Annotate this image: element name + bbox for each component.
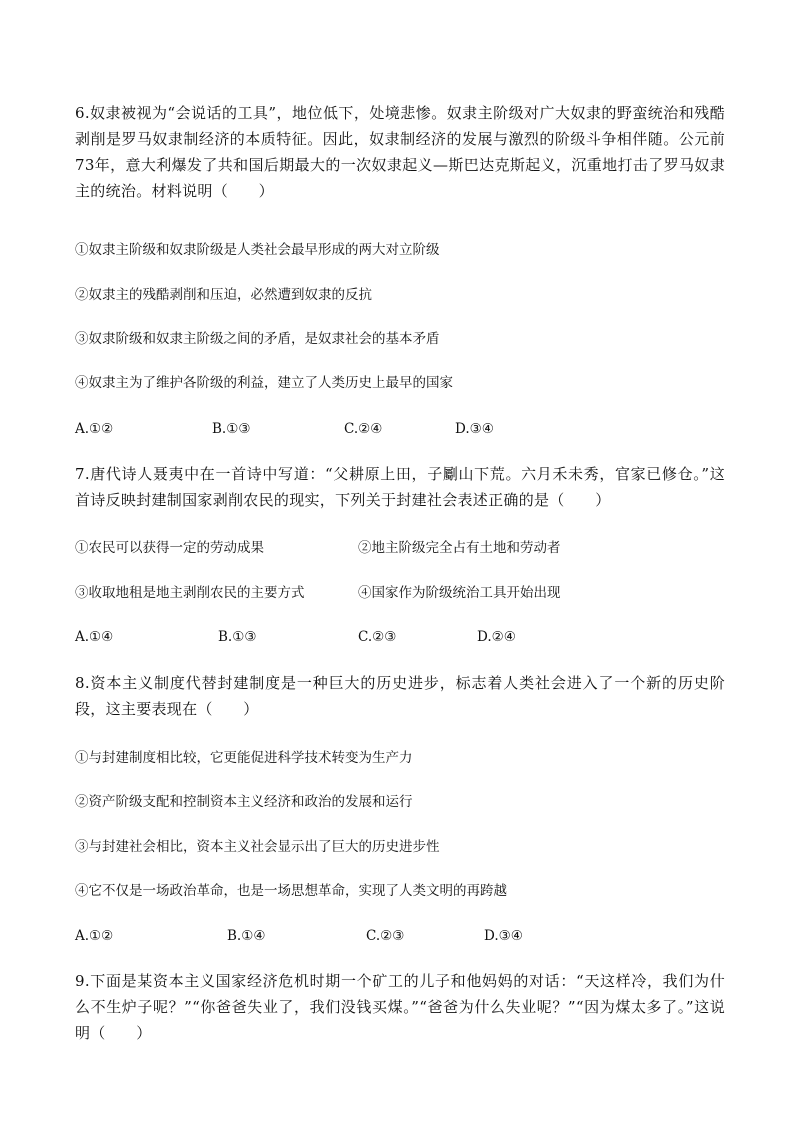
question-9-stem: 9.下面是某资本主义国家经济危机时期一个矿工的儿子和他妈妈的对话：“天这样冷，我们为什么不生炉子呢？”“你爸爸失业了，我们没钱买煤。”“爸爸为什么失业呢？”“因为煤太多了。”这说明（ ） (75, 972, 725, 1042)
question-7-option-c[interactable]: C.②③ (358, 629, 397, 645)
question-8-option-c[interactable]: C.②③ (366, 928, 405, 944)
question-6-stem: 6.奴隶被视为“会说话的工具”，地位低下，处境悲惨。奴隶主阶级对广大奴隶的野蛮统治和残酷剥削是罗马奴隶制经济的本质特征。因此，奴隶制经济的发展与激烈的阶级斗争相伴随。公元前73年，意大利爆发了共和国后期最大的一次奴隶起义—斯巴达克斯起义，沉重地打击了罗马奴隶主的统治。材料说明（ ） (75, 104, 725, 200)
question-8-statement-3: ③与封建社会相比，资本主义社会显示出了巨大的历史进步性 (75, 839, 440, 855)
question-7-statement-4: ④国家作为阶级统治工具开始出现 (358, 585, 561, 601)
question-8-option-a[interactable]: A.①② (75, 928, 114, 944)
question-7-statement-3: ③收取地租是地主剥削农民的主要方式 (75, 585, 305, 601)
question-7-stem: 7.唐代诗人聂夷中在一首诗中写道：“父耕原上田，子劚山下荒。六月禾未秀，官家已修仓。”这首诗反映封建制国家剥削农民的现实，下列关于封建社会表述正确的是（ ） (75, 465, 725, 509)
question-8-option-b[interactable]: B.①④ (227, 928, 266, 944)
question-6-option-d[interactable]: D.③④ (455, 421, 494, 437)
question-7-option-a[interactable]: A.①④ (75, 629, 114, 645)
question-8-statement-4: ④它不仅是一场政治革命，也是一场思想革命，实现了人类文明的再跨越 (75, 883, 507, 899)
question-8-statement-1: ①与封建制度相比较，它更能促进科学技术转变为生产力 (75, 750, 413, 766)
question-6-option-c[interactable]: C.②④ (344, 421, 383, 437)
question-6-option-b[interactable]: B.①③ (212, 421, 251, 437)
question-6-statement-2: ②奴隶主的残酷剥削和压迫，必然遭到奴隶的反抗 (75, 287, 372, 303)
question-6-statement-1: ①奴隶主阶级和奴隶阶级是人类社会最早形成的两大对立阶级 (75, 242, 440, 258)
question-6-statement-3: ③奴隶阶级和奴隶主阶级之间的矛盾，是奴隶社会的基本矛盾 (75, 331, 440, 347)
question-7-option-d[interactable]: D.②④ (477, 629, 516, 645)
question-8-option-d[interactable]: D.③④ (484, 928, 523, 944)
question-6-statement-4: ④奴隶主为了维护各阶级的利益，建立了人类历史上最早的国家 (75, 375, 453, 391)
question-6-option-a[interactable]: A.①② (75, 421, 114, 437)
question-7-option-b[interactable]: B.①③ (218, 629, 257, 645)
question-7-statement-2: ②地主阶级完全占有土地和劳动者 (358, 540, 561, 556)
question-7-statement-1: ①农民可以获得一定的劳动成果 (75, 540, 264, 556)
question-8-stem: 8.资本主义制度代替封建制度是一种巨大的历史进步，标志着人类社会进入了一个新的历史阶段，这主要表现在（ ） (75, 674, 725, 718)
question-8-statement-2: ②资产阶级支配和控制资本主义经济和政治的发展和运行 (75, 794, 413, 810)
